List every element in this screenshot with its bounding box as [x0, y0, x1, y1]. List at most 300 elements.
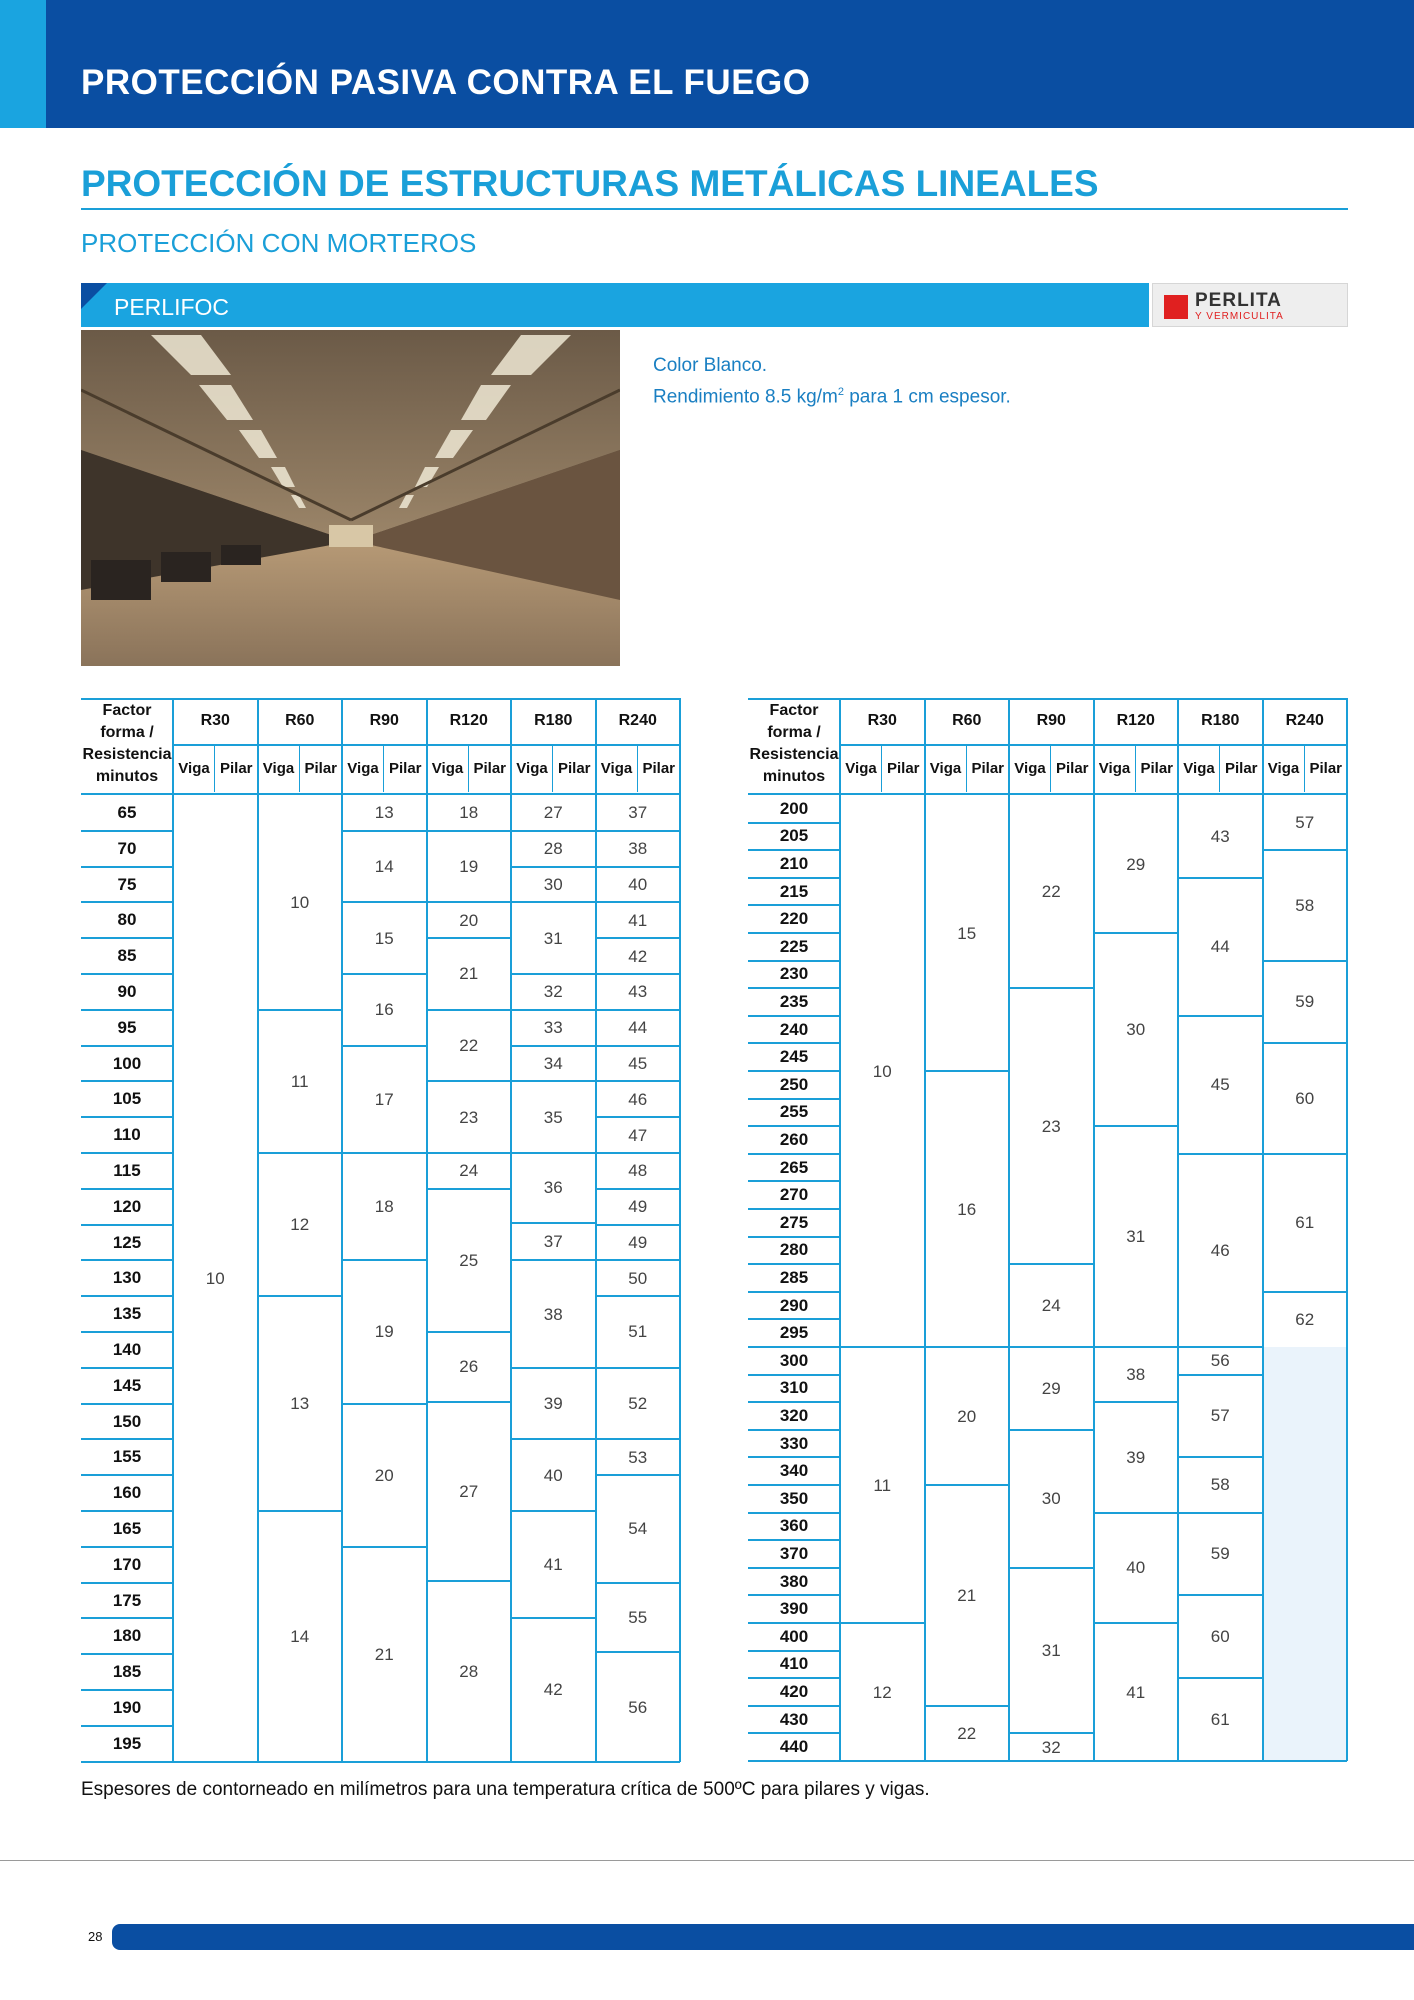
group-header-r60: R60 [285, 712, 315, 729]
factor-value: 165 [112, 1518, 142, 1538]
factor-value: 285 [779, 1268, 809, 1287]
factor-header-line: Resistencia [749, 746, 839, 763]
thickness-cell: 14 [290, 1626, 310, 1646]
logo-text: PERLITA [1195, 290, 1282, 311]
thickness-cell: 46 [1210, 1240, 1230, 1260]
factor-value: 85 [117, 946, 137, 966]
factor-value: 190 [112, 1697, 142, 1717]
thickness-cell: 41 [1126, 1682, 1146, 1702]
subheader-viga: Viga [516, 760, 548, 777]
factor-value: 350 [779, 1488, 809, 1508]
cell-line [1263, 1153, 1348, 1155]
thickness-cell: 31 [543, 928, 563, 948]
cell-line [1009, 1429, 1094, 1431]
title-divider [81, 208, 1348, 210]
factor-value: 340 [779, 1461, 809, 1481]
cell-line [596, 1224, 681, 1226]
factor-value: 250 [779, 1074, 809, 1094]
factor-value: 380 [779, 1571, 809, 1591]
row-line [748, 1650, 840, 1652]
thickness-cell: 40 [628, 874, 648, 894]
group-header-r240: R240 [1285, 712, 1324, 729]
row-line [81, 866, 173, 868]
factor-value: 265 [779, 1157, 809, 1177]
subheader-viga: Viga [929, 760, 962, 777]
row-line [748, 1705, 840, 1707]
cell-line [511, 973, 596, 975]
subheader-viga: Viga [1267, 760, 1300, 777]
row-line [748, 987, 840, 989]
cell-line [427, 1080, 512, 1082]
row-line [81, 937, 173, 939]
cell-line [1009, 1732, 1094, 1734]
subheader-viga: Viga [845, 760, 877, 777]
factor-value: 130 [112, 1268, 142, 1288]
cell-line [511, 1080, 596, 1082]
thickness-cell: 51 [628, 1322, 648, 1342]
subheader-pilar: Pilar [557, 760, 591, 777]
thickness-cell: 38 [543, 1304, 563, 1324]
factor-value: 65 [117, 802, 137, 822]
subheader-pilar: Pilar [1140, 760, 1174, 777]
product-color: Color Blanco. [653, 355, 768, 376]
thickness-cell: 20 [459, 910, 479, 930]
thickness-cell: 38 [1126, 1365, 1146, 1385]
thickness-cell: 25 [459, 1250, 479, 1270]
thickness-cell: 11 [290, 1071, 309, 1091]
row-line [748, 1208, 840, 1210]
page-subtitle: PROTECCIÓN CON MORTEROS [81, 228, 477, 258]
thickness-cell: 29 [1126, 854, 1146, 874]
factor-header-line: forma / [767, 724, 821, 741]
row-line [748, 960, 840, 962]
thickness-cell: 53 [628, 1447, 648, 1467]
thickness-cell: 60 [1295, 1089, 1315, 1109]
thickness-cell: 13 [290, 1394, 310, 1414]
table-top-line [81, 698, 680, 700]
thickness-cell: 24 [1041, 1296, 1061, 1316]
row-line [81, 1331, 173, 1333]
factor-value: 140 [112, 1339, 142, 1359]
row-line [748, 1429, 840, 1431]
cell-line [925, 1705, 1010, 1707]
subheader-pilar: Pilar [304, 760, 338, 777]
cell-line [1178, 1512, 1263, 1514]
cell-line [427, 830, 512, 832]
thickness-cell: 59 [1295, 992, 1315, 1012]
row-line [748, 877, 840, 879]
factor-value: 150 [112, 1411, 142, 1431]
subheader-viga: Viga [1183, 760, 1215, 777]
thickness-cell: 33 [543, 1018, 563, 1038]
cell-line [925, 1484, 1010, 1486]
factor-value: 240 [779, 1019, 809, 1039]
cell-line [511, 1438, 596, 1440]
row-line [748, 1042, 840, 1044]
factor-value: 145 [112, 1375, 142, 1395]
thickness-cell: 22 [1041, 882, 1061, 902]
thickness-cell: 17 [374, 1089, 394, 1109]
row-line [748, 1180, 840, 1182]
thickness-cell: 22 [957, 1723, 977, 1743]
factor-value: 110 [113, 1125, 141, 1145]
subheader-divider [383, 746, 384, 792]
thickness-cell: 37 [543, 1232, 563, 1252]
cell-line [427, 1009, 512, 1011]
row-line [748, 822, 840, 824]
subheader-viga: Viga [178, 760, 210, 777]
thickness-cell: 29 [1041, 1378, 1061, 1398]
row-line [81, 1295, 173, 1297]
factor-value: 90 [117, 981, 137, 1001]
thickness-cell: 14 [374, 857, 394, 877]
cell-line [1178, 1677, 1263, 1679]
yield-suffix: para 1 cm espesor. [843, 386, 1011, 408]
row-line [81, 1689, 173, 1691]
footer-bar [112, 1924, 1414, 1950]
subheader-viga: Viga [1098, 760, 1131, 777]
footer-divider [0, 1860, 1414, 1861]
row-line [81, 1045, 173, 1047]
thickness-cell: 16 [957, 1199, 977, 1219]
subheader-divider [468, 746, 469, 792]
thickness-cell: 10 [290, 892, 310, 912]
cell-line [1263, 849, 1348, 851]
thickness-cell: 44 [1210, 937, 1230, 957]
row-line [81, 1546, 173, 1548]
cell-line [258, 1009, 343, 1011]
factor-value: 370 [779, 1544, 809, 1563]
cell-line [1009, 1567, 1094, 1569]
row-line [748, 1291, 840, 1293]
subheader-pilar: Pilar [388, 760, 422, 777]
thickness-cell: 30 [1126, 1020, 1146, 1040]
row-line [748, 1456, 840, 1458]
factor-value: 310 [779, 1378, 809, 1398]
factor-value: 185 [112, 1662, 142, 1682]
factor-value: 330 [779, 1433, 809, 1453]
factor-value: 280 [779, 1240, 809, 1260]
cell-line [342, 1403, 427, 1405]
product-yield [653, 379, 1011, 410]
thickness-cell: 31 [1126, 1227, 1146, 1247]
thickness-cell: 23 [1041, 1116, 1061, 1136]
cell-line [427, 901, 512, 903]
cell-line [1094, 1622, 1179, 1624]
factor-value: 95 [117, 1017, 137, 1037]
header-bar [0, 0, 1414, 128]
cell-line [511, 1222, 596, 1224]
factor-header-line: Resistencia [82, 746, 172, 763]
factor-value: 400 [779, 1626, 809, 1646]
cell-line [596, 1116, 681, 1118]
factor-value: 300 [779, 1350, 809, 1370]
cell-line [925, 1346, 1010, 1348]
cell-line [596, 901, 681, 903]
row-line [748, 1015, 840, 1017]
row-line [748, 849, 840, 851]
group-header-r60: R60 [952, 712, 982, 729]
subheader-divider [637, 746, 638, 792]
factor-value: 320 [779, 1406, 809, 1425]
thickness-cell: 40 [543, 1465, 563, 1485]
cell-line [596, 937, 681, 939]
factor-value: 205 [779, 826, 809, 846]
thickness-cell: 11 [873, 1475, 892, 1495]
cell-line [1009, 1346, 1094, 1348]
thickness-cell: 41 [628, 910, 648, 930]
cell-line [596, 1152, 681, 1154]
thickness-cell: 44 [628, 1018, 648, 1038]
group-header-r120: R120 [1116, 712, 1155, 729]
thickness-cell: 10 [205, 1268, 225, 1288]
thickness-cell: 56 [1210, 1351, 1230, 1371]
cell-line [596, 1582, 681, 1584]
thickness-cell: 27 [543, 803, 563, 823]
row-line [748, 1622, 840, 1624]
thickness-cell: 31 [1041, 1641, 1061, 1661]
cell-line [1094, 932, 1179, 934]
section-title: PROTECCIÓN PASIVA CONTRA EL FUEGO [81, 63, 811, 102]
factor-value: 295 [779, 1323, 809, 1343]
thickness-cell: 49 [628, 1232, 648, 1252]
cell-line [1094, 1346, 1179, 1348]
thickness-cell: 38 [628, 839, 648, 859]
row-line [748, 1346, 840, 1348]
factor-header-line: Factor [769, 702, 819, 719]
subheader-viga: Viga [1014, 760, 1046, 777]
thickness-cell: 48 [628, 1161, 648, 1181]
thickness-cell: 43 [628, 982, 648, 1002]
thickness-cell: 57 [1295, 813, 1315, 833]
thickness-cell: 54 [628, 1519, 648, 1539]
thickness-cell: 45 [628, 1053, 648, 1073]
cell-line [1178, 1456, 1263, 1458]
factor-header-line: minutos [95, 768, 159, 785]
thickness-cell: 60 [1210, 1627, 1230, 1647]
row-line [81, 1403, 173, 1405]
thickness-cell: 61 [1295, 1213, 1315, 1233]
factor-value: 270 [779, 1185, 809, 1205]
cell-line [1178, 1015, 1263, 1017]
factor-value: 215 [779, 881, 809, 901]
row-line [81, 1510, 173, 1512]
cell-line [342, 1045, 427, 1047]
cell-line [596, 1438, 681, 1440]
cell-line [342, 1546, 427, 1548]
thickness-cell: 57 [1210, 1406, 1230, 1426]
factor-value: 260 [779, 1130, 809, 1149]
yield-prefix: Rendimiento 8.5 kg/m [653, 386, 838, 408]
subheader-viga: Viga [431, 760, 464, 777]
row-line [748, 1539, 840, 1541]
factor-value: 390 [779, 1599, 809, 1619]
thickness-cell: 39 [1126, 1447, 1146, 1467]
thickness-cell: 18 [459, 803, 479, 823]
factor-value: 195 [112, 1733, 142, 1753]
thickness-cell: 15 [957, 923, 977, 943]
cell-line [596, 830, 681, 832]
row-line [81, 1438, 173, 1440]
thickness-table-left [81, 698, 681, 1762]
cell-line [258, 1295, 343, 1297]
factor-value: 290 [779, 1295, 809, 1315]
row-line [81, 1116, 173, 1118]
row-line [81, 1474, 173, 1476]
factor-value: 420 [779, 1682, 809, 1701]
thickness-cell: 30 [543, 874, 563, 894]
factor-value: 210 [779, 854, 809, 873]
group-header-r240: R240 [618, 712, 657, 729]
cell-line [1009, 1263, 1094, 1265]
thickness-cell: 58 [1295, 895, 1315, 915]
cell-line [596, 1651, 681, 1653]
cell-line [925, 1070, 1010, 1072]
cell-line [1094, 1125, 1179, 1127]
thickness-cell: 21 [957, 1585, 977, 1605]
cell-line [342, 830, 427, 832]
factor-value: 430 [779, 1709, 809, 1729]
factor-value: 225 [779, 936, 809, 956]
subheader-divider [1135, 746, 1136, 792]
thickness-cell: 55 [628, 1607, 648, 1627]
row-line [748, 1263, 840, 1265]
thickness-cell: 52 [628, 1394, 648, 1414]
group-header-r90: R90 [369, 712, 399, 729]
page-title: PROTECCIÓN DE ESTRUCTURAS METÁLICAS LINEALES [81, 163, 1099, 204]
group-header-r180: R180 [534, 712, 573, 729]
factor-value: 275 [779, 1212, 809, 1232]
logo-subtext: Y VERMICULITA [1195, 311, 1284, 322]
cell-line [511, 866, 596, 868]
subheader-pilar: Pilar [1224, 760, 1258, 777]
cell-line [1178, 1346, 1263, 1348]
row-line [81, 973, 173, 975]
cell-line [342, 1152, 427, 1154]
thickness-cell: 13 [374, 803, 394, 823]
logo-square-icon [1164, 295, 1188, 319]
thickness-cell: 35 [543, 1107, 563, 1127]
row-line [748, 1732, 840, 1734]
factor-value: 105 [112, 1089, 142, 1109]
thickness-cell: 23 [459, 1107, 479, 1127]
row-line [81, 1224, 173, 1226]
product-description [653, 353, 1011, 410]
thickness-cell: 58 [1210, 1475, 1230, 1495]
cell-line [596, 1474, 681, 1476]
product-bar [81, 283, 1149, 327]
row-line [748, 1070, 840, 1072]
factor-value: 80 [117, 910, 137, 930]
thickness-cell: 12 [290, 1215, 310, 1235]
thickness-cell: 21 [459, 964, 479, 984]
row-line [748, 1401, 840, 1403]
thickness-table-right [748, 698, 1348, 1762]
factor-value: 235 [779, 992, 809, 1011]
empty-area-shade [1263, 1347, 1348, 1761]
subheader-divider [1219, 746, 1220, 792]
factor-value: 100 [112, 1053, 142, 1073]
cell-line [342, 973, 427, 975]
thickness-cell: 61 [1210, 1710, 1230, 1730]
thickness-cell: 42 [543, 1680, 563, 1700]
cell-line [1263, 1042, 1348, 1044]
row-line [748, 904, 840, 906]
cell-line [596, 1045, 681, 1047]
row-line [748, 1153, 840, 1155]
factor-value: 220 [779, 909, 809, 929]
subheader-pilar: Pilar [1055, 760, 1089, 777]
factor-header-line: minutos [762, 768, 826, 785]
thickness-cell: 56 [628, 1697, 648, 1717]
cell-line [596, 1009, 681, 1011]
row-line [748, 1125, 840, 1127]
row-line [748, 1098, 840, 1100]
thickness-cell: 19 [459, 857, 479, 877]
factor-value: 160 [112, 1483, 142, 1503]
cell-line [427, 1188, 512, 1190]
cell-line [511, 1045, 596, 1047]
thickness-cell: 27 [459, 1481, 479, 1501]
warehouse-photo [81, 330, 620, 666]
group-header-r180: R180 [1201, 712, 1240, 729]
thickness-cell: 50 [628, 1268, 648, 1288]
cell-line [511, 1152, 596, 1154]
product-name: PERLIFOC [114, 294, 230, 320]
row-line [81, 1653, 173, 1655]
row-line [81, 1725, 173, 1727]
thickness-cell: 37 [628, 803, 648, 823]
cell-line [1009, 987, 1094, 989]
row-line [748, 1567, 840, 1569]
factor-header-line: Factor [102, 702, 152, 719]
factor-value: 180 [112, 1626, 142, 1646]
yield-superscript: 2 [837, 386, 844, 398]
thickness-cell: 24 [459, 1161, 479, 1181]
cell-line [596, 1367, 681, 1369]
cell-line [1178, 877, 1263, 879]
factor-value: 410 [779, 1654, 809, 1674]
cell-line [596, 866, 681, 868]
thickness-cell: 59 [1210, 1544, 1230, 1564]
table-top-line [748, 698, 1347, 700]
cell-line [596, 973, 681, 975]
cell-line [511, 1510, 596, 1512]
cell-line [342, 901, 427, 903]
cell-line [1178, 1153, 1263, 1155]
cell-line [1178, 1594, 1263, 1596]
subheader-pilar: Pilar [219, 760, 253, 777]
thickness-cell: 49 [628, 1197, 648, 1217]
group-header-r30: R30 [200, 712, 230, 729]
table-note: Espesores de contorneado en milímetros para una temperatura crítica de 500ºC para pilares y vigas. [81, 1779, 930, 1800]
thickness-cell: 21 [374, 1644, 394, 1664]
thickness-cell: 16 [374, 1000, 394, 1020]
cell-line [511, 1009, 596, 1011]
cell-line [427, 1331, 512, 1333]
subheader-divider [966, 746, 967, 792]
subheader-divider [1050, 746, 1051, 792]
thickness-cell: 32 [1041, 1737, 1061, 1757]
thickness-cell: 46 [628, 1089, 648, 1109]
row-line [748, 1677, 840, 1679]
cell-line [511, 901, 596, 903]
factor-value: 135 [112, 1304, 142, 1324]
cell-line [511, 1259, 596, 1261]
subheader-pilar: Pilar [1309, 760, 1343, 777]
subheader-divider [881, 746, 882, 792]
cell-line [1094, 1401, 1179, 1403]
